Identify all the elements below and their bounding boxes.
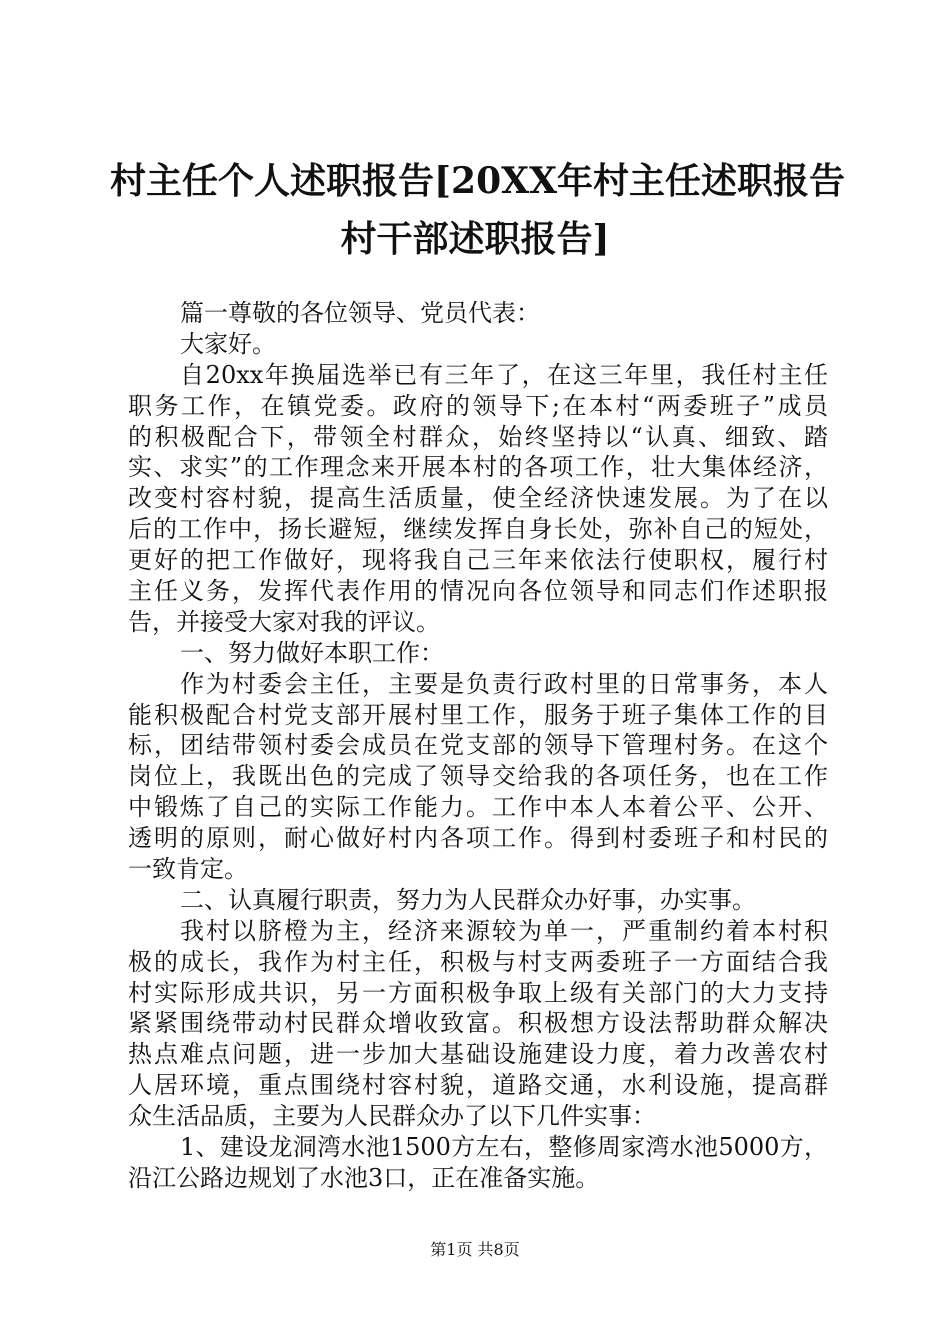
- body-text-line: 透明的原则，耐心做好村内各项工作。得到村委班子和村民的: [128, 824, 828, 853]
- page-footer: 第1页 共8页: [430, 1240, 520, 1259]
- body-text-line: 1、建设龙洞湾水池1500方左右，整修周家湾水池5000方，: [180, 1133, 828, 1162]
- body-text-line: 实、求实”的工作理念来开展本村的各项工作，壮大集体经济，: [128, 453, 828, 482]
- body-text-line: 村实际形成共识，另一方面积极争取上级有关部门的大力支持: [128, 978, 828, 1007]
- document-title-line-1: 村主任个人述职报告[20XX年村主任述职报告: [110, 160, 845, 202]
- body-text-line: 的积极配合下，带领全村群众，始终坚持以“认真、细致、踏: [128, 422, 828, 451]
- body-text-line: 二、认真履行职责，努力为人民群众办好事，办实事。: [180, 885, 756, 914]
- body-text-line: 一、努力做好本职工作：: [180, 638, 444, 667]
- body-text-line: 后的工作中，扬长避短，继续发挥自身长处，弥补自己的短处，: [128, 515, 828, 544]
- body-text-line: 紧紧围绕带动村民群众增收致富。积极想方设法帮助群众解决: [128, 1009, 828, 1038]
- body-text-line: 自20xx年换届选举已有三年了，在这三年里，我任村主任: [180, 360, 828, 389]
- body-text-line: 职务工作，在镇党委。政府的领导下;在本村“两委班子”成员: [128, 391, 828, 420]
- body-text-line: 极的成长，我作为村主任，积极与村支两委班子一方面结合我: [128, 947, 828, 976]
- body-text-line: 告，并接受大家对我的评议。: [128, 607, 440, 636]
- body-text-line: 标，团结带领村委会成员在党支部的领导下管理村务。在这个: [128, 731, 828, 760]
- body-text-line: 大家好。: [180, 329, 276, 358]
- body-text-line: 众生活品质，主要为人民群众办了以下几件实事：: [128, 1102, 656, 1131]
- document-title-line-2: 村干部述职报告]: [340, 218, 610, 260]
- body-text-line: 人居环境，重点围绕村容村貌，道路交通，水利设施，提高群: [128, 1071, 828, 1100]
- body-text-line: 更好的把工作做好，现将我自己三年来依法行使职权，履行村: [128, 546, 828, 575]
- body-text-line: 中锻炼了自己的实际工作能力。工作中本人本着公平、公开、: [128, 793, 828, 822]
- body-text-line: 我村以脐橙为主，经济来源较为单一，严重制约着本村积: [180, 916, 828, 945]
- body-text-line: 篇一尊敬的各位领导、党员代表：: [180, 299, 540, 327]
- body-text-line: 作为村委会主任，主要是负责行政村里的日常事务，本人: [180, 669, 828, 698]
- body-text-line: 能积极配合村党支部开展村里工作，服务于班子集体工作的目: [128, 700, 828, 729]
- body-text-line: 一致肯定。: [128, 855, 248, 884]
- document-body: [128, 298, 828, 1194]
- body-text-line: 主任义务，发挥代表作用的情况向各位领导和同志们作述职报: [128, 577, 828, 606]
- body-text-line: 热点难点问题，进一步加大基础设施建设力度，着力改善农村: [128, 1040, 828, 1069]
- body-text-line: 岗位上，我既出色的完成了领导交给我的各项任务，也在工作: [128, 762, 828, 791]
- body-text-line: 沿江公路边规划了水池3口，正在准备实施。: [128, 1163, 600, 1192]
- body-text-line: 改变村容村貌，提高生活质量，使全经济快速发展。为了在以: [128, 484, 828, 513]
